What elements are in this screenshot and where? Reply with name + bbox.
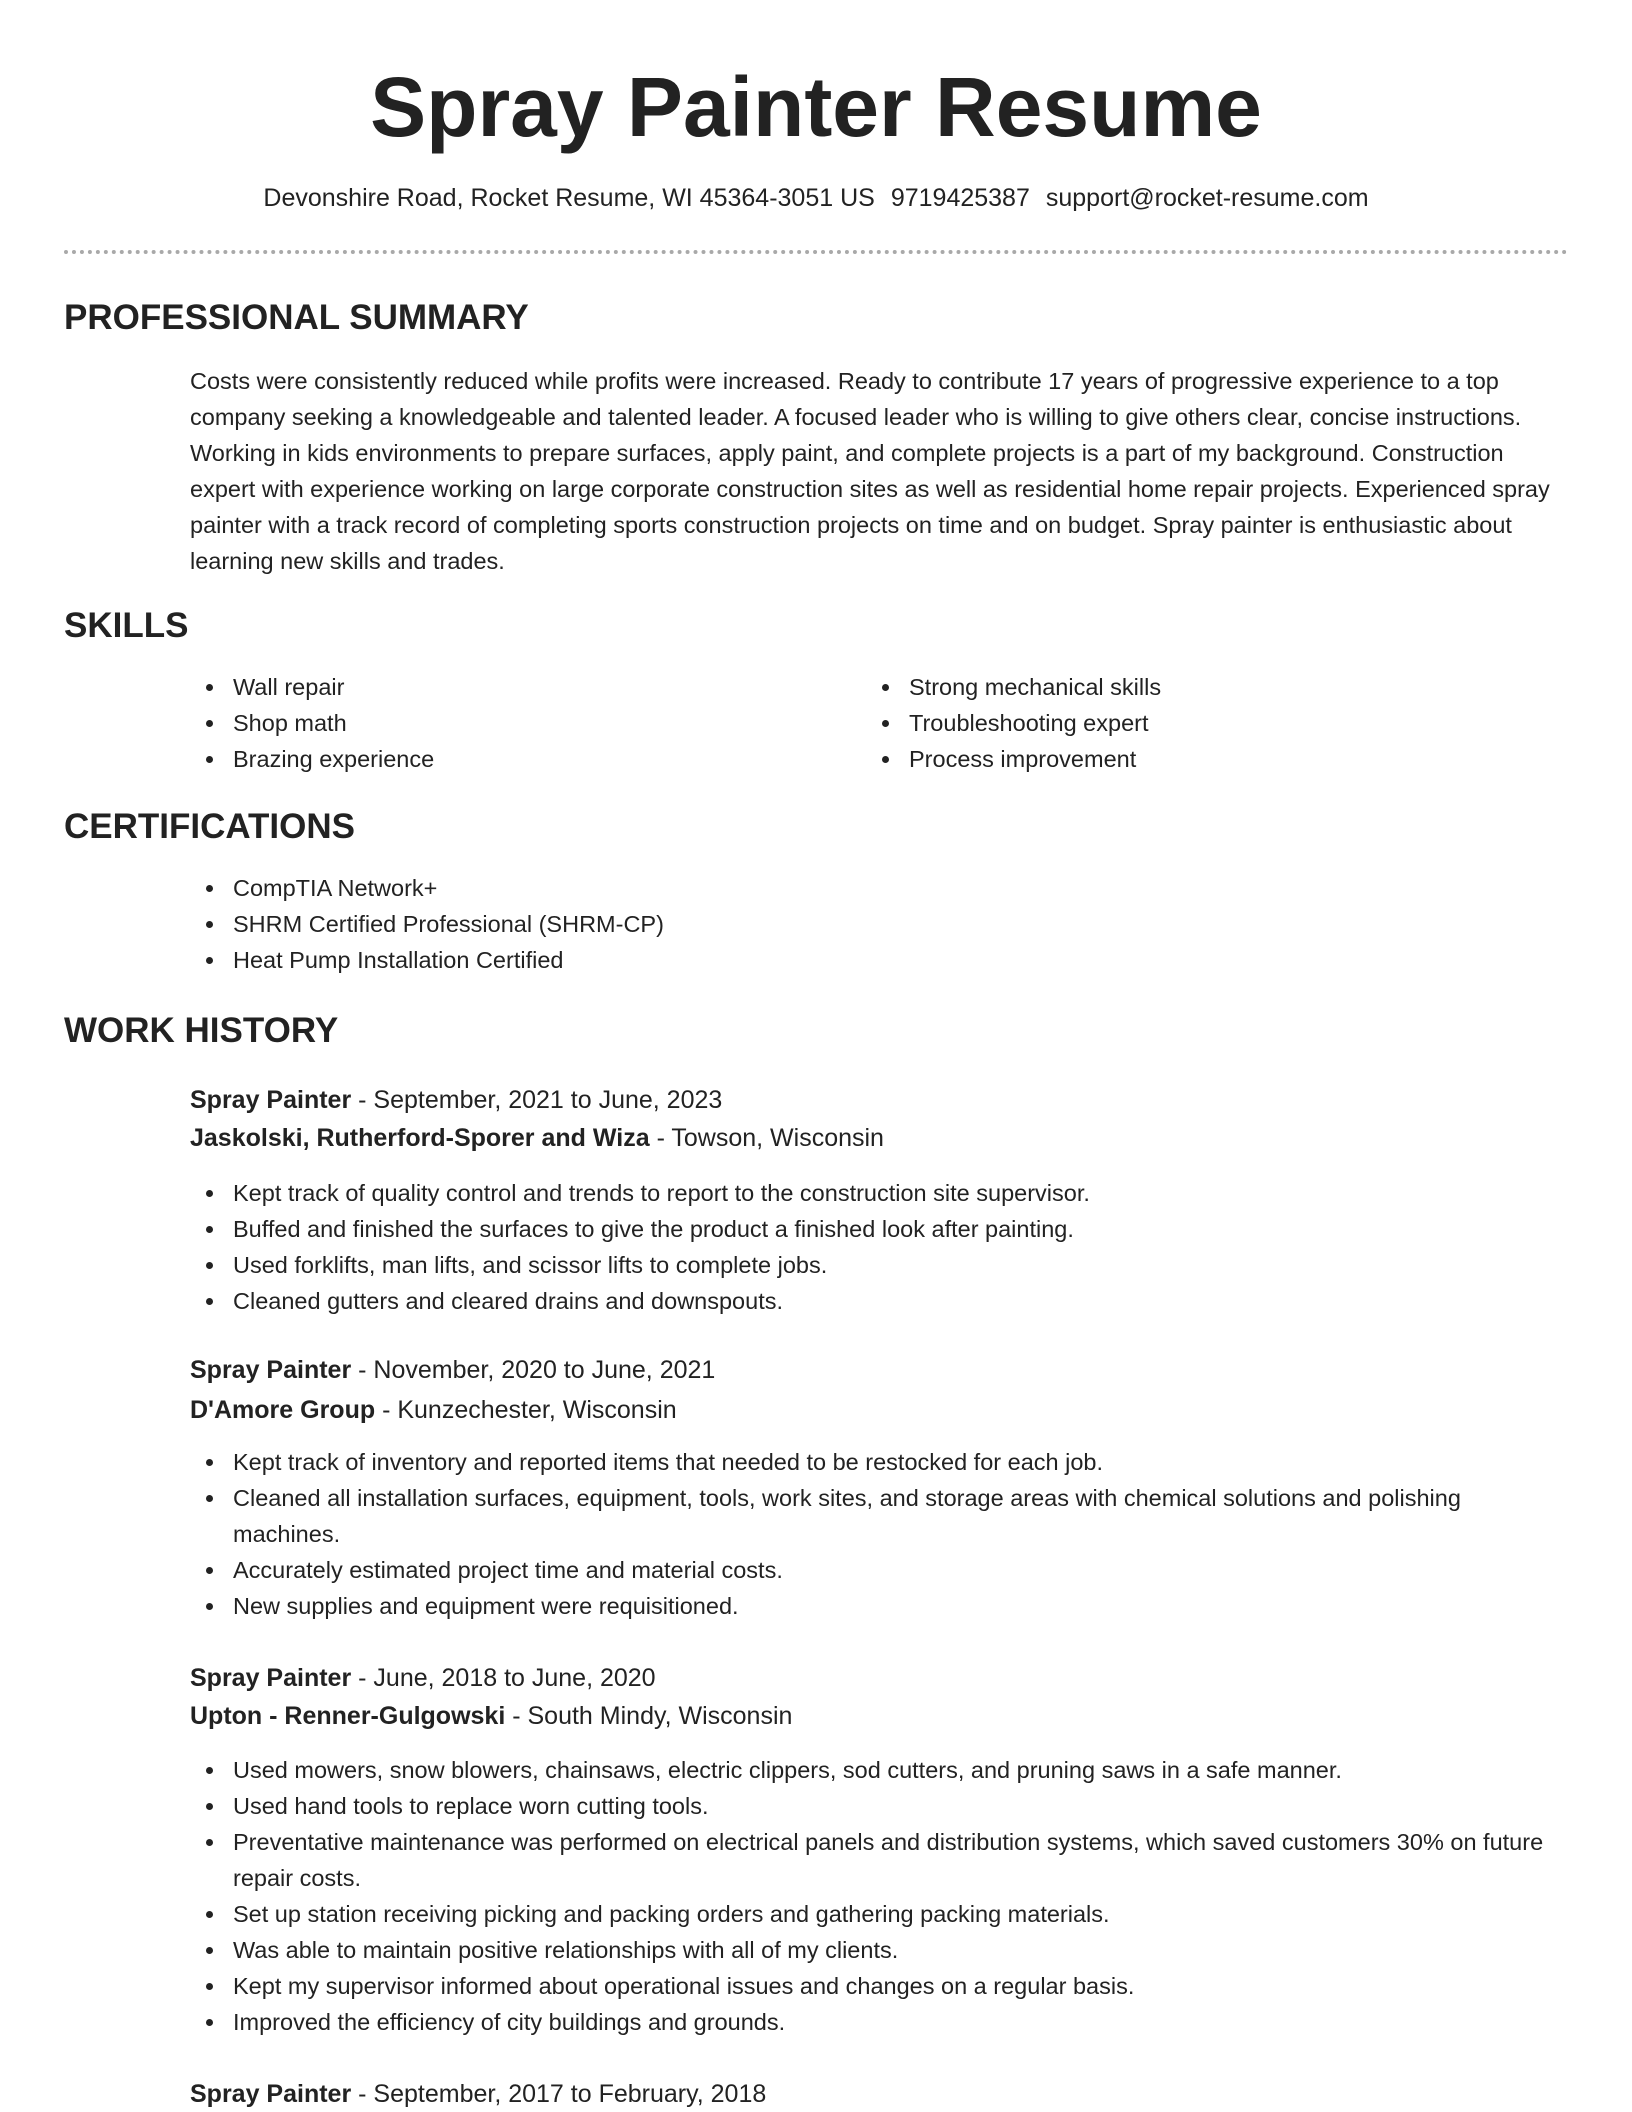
job-bullet: Used hand tools to replace worn cutting tools. [190, 1788, 1560, 1824]
certification-item: SHRM Certified Professional (SHRM-CP) [190, 906, 1560, 942]
summary-text: Costs were consistently reduced while profits were increased. Ready to contribute 17 years of progressive experience to a top company seeking a knowledgeable and talented leader. A focused leader who is willing to give others clear, concise instructions. Working in kids environments to prepare surfaces, apply paint, and complete projects is a part of my background. Construction expert with experience working on large corporate construction sites as well as residential home repair projects. Experienced spray painter with a track record of completing sports construction projects on time and on budget. Spray painter is enthusiastic about learning new skills and trades. [190, 368, 1550, 574]
skill-item: Strong mechanical skills [866, 669, 1556, 705]
job-bullet: Buffed and finished the surfaces to give the product a finished look after painting. [190, 1211, 1560, 1247]
contact-address: Devonshire Road, Rocket Resume, WI 45364-3051 US [263, 184, 875, 212]
skills-list-right [866, 669, 1556, 777]
job-bullet: Preventative maintenance was performed on electrical panels and distribution systems, which saved customers 30% on future repair costs. [190, 1824, 1560, 1896]
job-bullet: Kept track of quality control and trends to report to the construction site supervisor. [190, 1175, 1560, 1211]
job-company: Upton - Renner-Gulgowski [190, 1702, 506, 1730]
job-bullet: Accurately estimated project time and material costs. [190, 1552, 1560, 1588]
skill-item: Troubleshooting expert [866, 705, 1556, 741]
certification-item: CompTIA Network+ [190, 870, 1560, 906]
job-title-line [190, 1352, 1560, 1388]
job-location: - South Mindy, Wisconsin [512, 1702, 793, 1730]
job-bullet: Was able to maintain positive relationships with all of my clients. [190, 1932, 1560, 1968]
job-bullet: Set up station receiving picking and packing orders and gathering packing materials. [190, 1896, 1560, 1932]
summary-heading: PROFESSIONAL SUMMARY [64, 298, 529, 337]
job-title-line [190, 1660, 1560, 1696]
job-company-line [190, 1698, 1560, 1734]
job-bullets [190, 1752, 1560, 2040]
job-bullet: Cleaned all installation surfaces, equipment, tools, work sites, and storage areas with chemical solutions and polishing machines. [190, 1480, 1560, 1552]
certifications-list [190, 870, 1560, 978]
certifications-heading: CERTIFICATIONS [64, 807, 356, 846]
job-location: - Towson, Wisconsin [656, 1124, 884, 1152]
job-bullet: Improved the efficiency of city buildings and grounds. [190, 2004, 1560, 2040]
job-title-line [190, 1082, 1560, 1118]
job-dates: - June, 2018 to June, 2020 [358, 1664, 656, 1692]
job-title: Spray Painter [190, 2080, 352, 2108]
job-company: Jaskolski, Rutherford-Sporer and Wiza [190, 1124, 650, 1152]
skill-item: Wall repair [190, 669, 810, 705]
job-bullet: New supplies and equipment were requisitioned. [190, 1588, 1560, 1624]
skill-item: Shop math [190, 705, 810, 741]
skill-item: Brazing experience [190, 741, 810, 777]
certification-item: Heat Pump Installation Certified [190, 942, 1560, 978]
work-history-heading: WORK HISTORY [64, 1011, 339, 1050]
resume-title: Spray Painter Resume [370, 60, 1262, 154]
contact-email[interactable]: support@rocket-resume.com [1045, 184, 1369, 212]
header-divider [64, 250, 1568, 254]
contact-line [0, 180, 1632, 216]
job-bullets [190, 1175, 1560, 1319]
job-dates: - November, 2020 to June, 2021 [358, 1356, 716, 1384]
job-bullet: Cleaned gutters and cleared drains and downspouts. [190, 1283, 1560, 1319]
job-bullet: Kept my supervisor informed about operational issues and changes on a regular basis. [190, 1968, 1560, 2004]
contact-phone: 9719425387 [890, 184, 1030, 212]
skill-item: Process improvement [866, 741, 1556, 777]
job-company-line [190, 1392, 1560, 1428]
job-title: Spray Painter [190, 1086, 352, 1114]
skills-list-left [190, 669, 810, 777]
job-title: Spray Painter [190, 1356, 352, 1384]
job-title: Spray Painter [190, 1664, 352, 1692]
job-bullet: Used mowers, snow blowers, chainsaws, electric clippers, sod cutters, and pruning saws in a safe manner. [190, 1752, 1560, 1788]
skills-heading: SKILLS [64, 606, 189, 645]
job-dates: - September, 2021 to June, 2023 [358, 1086, 723, 1114]
job-company: D'Amore Group [190, 1396, 376, 1424]
job-bullet: Kept track of inventory and reported items that needed to be restocked for each job. [190, 1444, 1560, 1480]
job-title-line [190, 2076, 1560, 2112]
job-bullet: Used forklifts, man lifts, and scissor lifts to complete jobs. [190, 1247, 1560, 1283]
job-company-line [190, 1120, 1560, 1156]
job-bullets [190, 1444, 1560, 1624]
job-location: - Kunzechester, Wisconsin [382, 1396, 677, 1424]
job-dates: - September, 2017 to February, 2018 [358, 2080, 767, 2108]
